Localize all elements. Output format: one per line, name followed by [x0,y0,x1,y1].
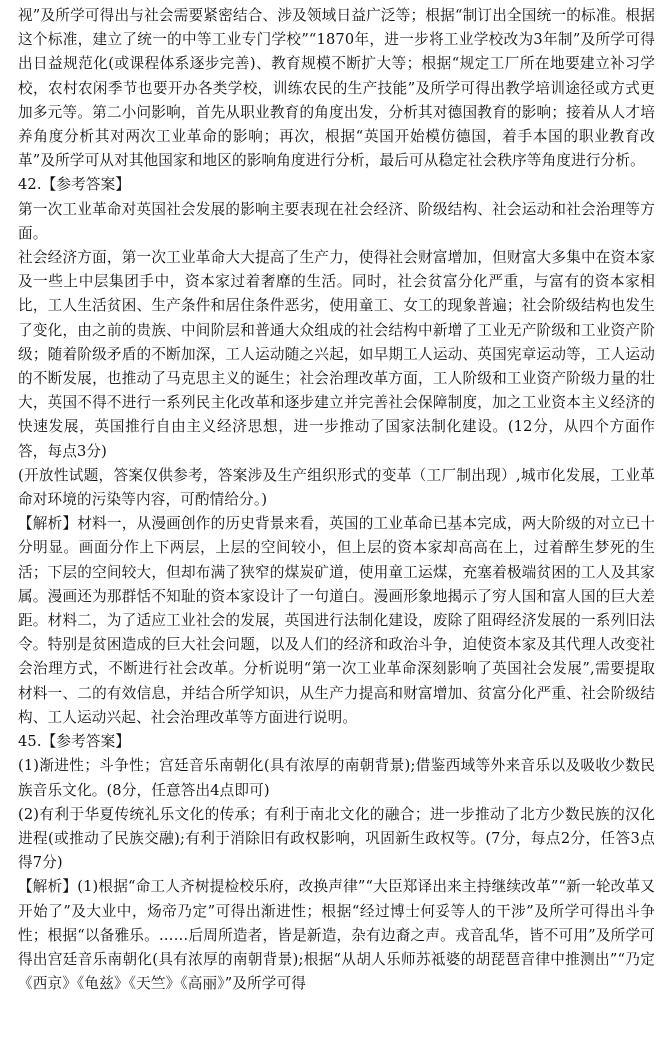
answer-section-42 [18,173,655,730]
continuation-paragraph: 视”及所学可得出与社会需要紧密结合、涉及领域日益广泛等；根据“制订出全国统一的标准。根据这个标准，建立了统一的中等工业专门学校”“1870年，进一步将工业学校改为3年制”及所学可得出日益规范化(或课程体系逐步完善)、教育规模不断扩大等；根据“规定工厂所在地要建立补习学校，农村农闲季节也要开办各类学校，训练农民的生产技能”及所学可得出教学培训途径或方式更加多元等。第二小问影响，首先从职业教育的角度出发，分析其对德国教育的影响；接着从人才培养角度分析其对两次工业革命的影响；再次，根据“英国开始模仿德国，着手本国的职业教育改革”及所学可从对其他国家和地区的影响角度进行分析，最后可从稳定社会秩序等角度进行分析。 [18,7,655,170]
question-42-answer-body: 社会经济方面，第一次工业革命大大提高了生产力，使得社会财富增加，但财富大多集中在资本家及一些上中层集团手中，资本家过着奢靡的生活。同时，社会贫富分化严重，与富有的资本家相比，工人生活贫困、生产条件和居住条件恶劣，使用童工、女工的现象普遍；社会阶级结构也发生了变化，由之前的贵族、中间阶层和普通大众组成的社会结构中新增了工业无产阶级和工业资产阶级；随着阶级矛盾的不断加深，工人运动随之兴起，如早期工人运动、英国宪章运动等，工人运动的不断发展，也推动了马克思主义的诞生；社会治理改革方面，工人阶级和工业资产阶级力量的壮大，英国不得不进行一系列民主化改革和逐步建立并完善社会保障制度，加之工业资本主义经济的快速发展，英国推行自由主义经济思想，进一步推动了国家法制化建设。(12分，从四个方面作答，每点3分) [18,249,655,460]
question-45-part-1: (1)渐进性；斗争性；宫廷音乐南朝化(具有浓厚的南朝背景);借鉴西域等外来音乐以及吸收少数民族音乐文化。(8分，任意答出4点即可) [18,757,655,799]
question-42-note: (开放性试题，答案仅供参考，答案涉及生产组织形式的变革（工厂制出现）,城市化发展，工业革命对环境的污染等内容，可酌情给分。) [18,466,655,509]
question-42-heading: 42.【参考答案】 [18,176,131,194]
question-45-part-2: (2)有利于华夏传统礼乐文化的传承；有利于南北文化的融合；进一步推动了北方少数民族的汉化进程(或推动了民族交融);有利于消除旧有政权影响，巩固新生政权等。(7分，每点2分，任答3点得7分) [18,805,655,872]
question-42-analysis: 【解析】材料一，从漫画创作的历史背景来看，英国的工业革命已基本完成，两大阶级的对立已十分明显。画面分作上下两层，上层的空间较小，但上层的资本家却高高在上，过着醉生梦死的生活；下层的空间较大，但却布满了狭窄的煤炭矿道，使用童工运煤，充塞着极端贫困的工人及其家属。漫画还为那群恬不知耻的资本家设计了一句道白。漫画形象地揭示了穷人国和富人国的巨大差距。材料二，为了适应工业社会的发展，英国进行法制化建设，废除了阻碍经济发展的一系列旧法令。特别是贫困造成的巨大社会问题，以及人们的经济和政治斗争，迫使资本家及其代理人改变社会治理方式，不断进行社会改革。分析说明“第一次工业革命深刻影响了英国社会发展”,需要提取材料一、二的有效信息，并结合所学知识，从生产力提高和财富增加、贫富分化严重、社会阶级结构、工人运动兴起、社会治理改革等方面进行说明。 [18,515,655,726]
answer-section-45 [18,730,655,996]
question-42-intro: 第一次工业革命对英国社会发展的影响主要表现在社会经济、阶级结构、社会运动和社会治理等方面。 [18,200,655,242]
question-45-heading: 45.【参考答案】 [18,733,131,751]
question-45-analysis: 【解析】(1)根据“命工人齐树提检校乐府，改换声律”“大臣郑译出来主持继续改革”“新一轮改革又开始了”及大业中，炀帝乃定”可得出渐进性；根据“经过博士何妥等人的干涉”及所学可得出斗争性；根据“以备雅乐。……后周所造者，皆是新造，杂有边裔之声。戎音乱华，皆不可用”及所学可得出宫廷音乐南朝化(具有浓厚的南朝背景);根据“从胡人乐师苏祗婆的胡琵琶音律中推测出”“乃定《西京》《龟兹》《天竺》《高丽》”及所学可得 [18,878,655,993]
